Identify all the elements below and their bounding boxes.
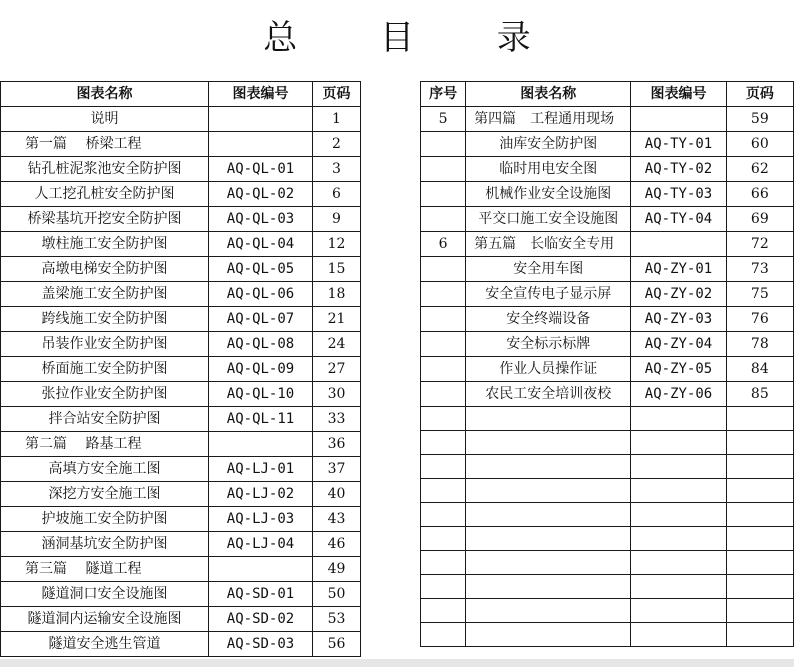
- entry-name: 张拉作业安全防护图: [1, 382, 209, 407]
- empty-cell: [631, 503, 726, 527]
- entry-name: 拌合站安全防护图: [1, 407, 209, 432]
- entry-code: AQ-QL-11: [209, 407, 313, 432]
- empty-cell: [466, 527, 631, 551]
- page-title: 总 目 录: [263, 18, 567, 58]
- entry-page: 72: [726, 232, 793, 257]
- entry-code: AQ-SD-03: [209, 632, 313, 657]
- entry-name: 临时用电安全图: [466, 157, 631, 182]
- entry-seq: [421, 282, 466, 307]
- entry-page: 30: [313, 382, 361, 407]
- entry-code: AQ-TY-04: [631, 207, 726, 232]
- entry-code: AQ-ZY-03: [631, 307, 726, 332]
- entry-page: 27: [313, 357, 361, 382]
- column-header-seq: 序号: [421, 82, 466, 107]
- entry-name: 吊装作业安全防护图: [1, 332, 209, 357]
- entry-name: 人工挖孔桩安全防护图: [1, 182, 209, 207]
- entry-seq: [421, 257, 466, 282]
- entry-code: AQ-ZY-06: [631, 382, 726, 407]
- table-row: [421, 232, 794, 257]
- empty-cell: [466, 575, 631, 599]
- empty-cell: [421, 527, 466, 551]
- entry-code: AQ-QL-07: [209, 307, 313, 332]
- entry-page: 69: [726, 207, 793, 232]
- table-row: [1, 457, 361, 482]
- empty-table-row: [421, 407, 794, 431]
- empty-cell: [631, 407, 726, 431]
- entry-name: 安全宣传电子显示屏: [466, 282, 631, 307]
- table-row: [1, 132, 361, 157]
- column-header-code: 图表编号: [631, 82, 726, 107]
- entry-code: [631, 232, 726, 257]
- table-row: [1, 232, 361, 257]
- empty-cell: [421, 431, 466, 455]
- entry-name: 农民工安全培训夜校: [466, 382, 631, 407]
- empty-cell: [421, 407, 466, 431]
- entry-page: 40: [313, 482, 361, 507]
- entry-name: 第四篇 工程通用现场: [466, 107, 631, 132]
- entry-code: AQ-ZY-01: [631, 257, 726, 282]
- entry-page: 43: [313, 507, 361, 532]
- entry-seq: [421, 157, 466, 182]
- empty-cell: [466, 551, 631, 575]
- entry-seq: [421, 382, 466, 407]
- entry-name: 涵洞基坑安全防护图: [1, 532, 209, 557]
- entry-name: 桥面施工安全防护图: [1, 357, 209, 382]
- column-header-name: 图表名称: [1, 82, 209, 107]
- entry-code: AQ-SD-02: [209, 607, 313, 632]
- empty-cell: [726, 527, 793, 551]
- entry-page: 21: [313, 307, 361, 332]
- entry-name: 安全标示标牌: [466, 332, 631, 357]
- entry-code: AQ-QL-06: [209, 282, 313, 307]
- table-row: [1, 432, 361, 457]
- table-row: [421, 332, 794, 357]
- entry-code: AQ-QL-08: [209, 332, 313, 357]
- entry-page: 15: [313, 257, 361, 282]
- table-row: [1, 557, 361, 582]
- table-row: [421, 207, 794, 232]
- entry-code: AQ-TY-01: [631, 132, 726, 157]
- entry-seq: [421, 357, 466, 382]
- bottom-scroll-edge: [0, 659, 794, 667]
- entry-page: 73: [726, 257, 793, 282]
- entry-code: AQ-LJ-01: [209, 457, 313, 482]
- entry-name: 深挖方安全施工图: [1, 482, 209, 507]
- empty-table-row: [421, 599, 794, 623]
- entry-seq: [421, 332, 466, 357]
- entry-name: 盖梁施工安全防护图: [1, 282, 209, 307]
- entry-page: 24: [313, 332, 361, 357]
- table-row: [421, 107, 794, 132]
- entry-page: 37: [313, 457, 361, 482]
- empty-table-row: [421, 503, 794, 527]
- entry-page: 36: [313, 432, 361, 457]
- table-row: [421, 157, 794, 182]
- empty-table-row: [421, 479, 794, 503]
- empty-cell: [631, 623, 726, 647]
- entry-code: AQ-TY-02: [631, 157, 726, 182]
- empty-cell: [421, 503, 466, 527]
- empty-cell: [631, 455, 726, 479]
- entry-code: AQ-LJ-04: [209, 532, 313, 557]
- entry-page: 9: [313, 207, 361, 232]
- table-row: [1, 532, 361, 557]
- entry-page: 50: [313, 582, 361, 607]
- entry-seq: 5: [421, 107, 466, 132]
- entry-name: 高墩电梯安全防护图: [1, 257, 209, 282]
- entry-name: 跨线施工安全防护图: [1, 307, 209, 332]
- entry-code: AQ-ZY-02: [631, 282, 726, 307]
- entry-seq: [421, 132, 466, 157]
- empty-cell: [631, 575, 726, 599]
- entry-name: 墩柱施工安全防护图: [1, 232, 209, 257]
- empty-cell: [631, 551, 726, 575]
- entry-page: 6: [313, 182, 361, 207]
- table-row: [421, 307, 794, 332]
- table-header-row: [1, 82, 361, 107]
- entry-page: 59: [726, 107, 793, 132]
- table-row: [1, 407, 361, 432]
- entry-code: [631, 107, 726, 132]
- entry-name: 护坡施工安全防护图: [1, 507, 209, 532]
- entry-page: 3: [313, 157, 361, 182]
- entry-name: 机械作业安全设施图: [466, 182, 631, 207]
- entry-code: AQ-QL-05: [209, 257, 313, 282]
- entry-page: 62: [726, 157, 793, 182]
- entry-seq: [421, 307, 466, 332]
- table-row: [1, 482, 361, 507]
- empty-table-row: [421, 575, 794, 599]
- entry-page: 84: [726, 357, 793, 382]
- entry-code: AQ-ZY-05: [631, 357, 726, 382]
- empty-cell: [421, 575, 466, 599]
- empty-cell: [726, 407, 793, 431]
- column-header-name: 图表名称: [466, 82, 631, 107]
- empty-cell: [466, 623, 631, 647]
- empty-cell: [631, 431, 726, 455]
- entry-page: 75: [726, 282, 793, 307]
- table-row: [1, 607, 361, 632]
- entry-page: 33: [313, 407, 361, 432]
- entry-page: 46: [313, 532, 361, 557]
- entry-code: AQ-QL-04: [209, 232, 313, 257]
- entry-page: 76: [726, 307, 793, 332]
- table-header-row: [421, 82, 794, 107]
- empty-cell: [726, 455, 793, 479]
- empty-cell: [466, 599, 631, 623]
- empty-cell: [726, 551, 793, 575]
- entry-name: 安全用车图: [466, 257, 631, 282]
- empty-cell: [466, 479, 631, 503]
- entry-seq: [421, 207, 466, 232]
- entry-code: AQ-ZY-04: [631, 332, 726, 357]
- empty-table-row: [421, 431, 794, 455]
- empty-cell: [726, 431, 793, 455]
- entry-code: AQ-QL-01: [209, 157, 313, 182]
- table-row: [1, 632, 361, 657]
- entry-name: 平交口施工安全设施图: [466, 207, 631, 232]
- entry-code: AQ-SD-01: [209, 582, 313, 607]
- entry-code: AQ-QL-03: [209, 207, 313, 232]
- empty-cell: [631, 479, 726, 503]
- entry-name: 说明: [1, 107, 209, 132]
- entry-name: 油库安全防护图: [466, 132, 631, 157]
- table-row: [1, 257, 361, 282]
- entry-name: 第五篇 长临安全专用: [466, 232, 631, 257]
- table-row: [1, 357, 361, 382]
- empty-cell: [466, 455, 631, 479]
- table-row: [421, 382, 794, 407]
- table-row: [1, 157, 361, 182]
- table-row: [1, 582, 361, 607]
- empty-table-row: [421, 551, 794, 575]
- table-row: [421, 257, 794, 282]
- empty-cell: [466, 503, 631, 527]
- entry-code: [209, 557, 313, 582]
- empty-cell: [726, 503, 793, 527]
- entry-code: [209, 107, 313, 132]
- table-row: [421, 357, 794, 382]
- empty-cell: [421, 551, 466, 575]
- column-header-page: 页码: [313, 82, 361, 107]
- entry-page: 85: [726, 382, 793, 407]
- entry-page: 1: [313, 107, 361, 132]
- empty-table-row: [421, 455, 794, 479]
- table-row: [421, 182, 794, 207]
- entry-name: 桥梁基坑开挖安全防护图: [1, 207, 209, 232]
- toc-table-right: [420, 81, 794, 647]
- entry-seq: 6: [421, 232, 466, 257]
- entry-name: 作业人员操作证: [466, 357, 631, 382]
- toc-table-left: [0, 81, 361, 657]
- table-row: [1, 507, 361, 532]
- entry-name: 隧道洞口安全设施图: [1, 582, 209, 607]
- entry-page: 78: [726, 332, 793, 357]
- table-row: [1, 207, 361, 232]
- empty-cell: [466, 407, 631, 431]
- column-header-code: 图表编号: [209, 82, 313, 107]
- column-header-page: 页码: [726, 82, 793, 107]
- entry-page: 66: [726, 182, 793, 207]
- empty-cell: [421, 623, 466, 647]
- entry-code: AQ-TY-03: [631, 182, 726, 207]
- empty-cell: [466, 431, 631, 455]
- table-row: [421, 132, 794, 157]
- entry-name: 隧道安全逃生管道: [1, 632, 209, 657]
- entry-code: AQ-LJ-02: [209, 482, 313, 507]
- table-row: [1, 107, 361, 132]
- entry-name: 安全终端设备: [466, 307, 631, 332]
- empty-table-row: [421, 623, 794, 647]
- entry-code: [209, 432, 313, 457]
- empty-cell: [726, 479, 793, 503]
- table-row: [1, 332, 361, 357]
- entry-name: 高填方安全施工图: [1, 457, 209, 482]
- empty-cell: [726, 599, 793, 623]
- entry-page: 2: [313, 132, 361, 157]
- entry-name: 隧道洞内运输安全设施图: [1, 607, 209, 632]
- table-row: [1, 382, 361, 407]
- entry-page: 18: [313, 282, 361, 307]
- entry-page: 60: [726, 132, 793, 157]
- empty-cell: [631, 599, 726, 623]
- entry-code: AQ-QL-10: [209, 382, 313, 407]
- entry-page: 49: [313, 557, 361, 582]
- empty-cell: [726, 623, 793, 647]
- entry-name: 钻孔桩泥浆池安全防护图: [1, 157, 209, 182]
- empty-cell: [631, 527, 726, 551]
- empty-cell: [421, 479, 466, 503]
- entry-code: [209, 132, 313, 157]
- entry-name: 第一篇 桥梁工程: [1, 132, 209, 157]
- empty-cell: [421, 599, 466, 623]
- entry-name: 第二篇 路基工程: [1, 432, 209, 457]
- table-row: [1, 182, 361, 207]
- entry-page: 53: [313, 607, 361, 632]
- entry-page: 12: [313, 232, 361, 257]
- entry-code: AQ-QL-09: [209, 357, 313, 382]
- table-row: [421, 282, 794, 307]
- table-row: [1, 307, 361, 332]
- entry-name: 第三篇 隧道工程: [1, 557, 209, 582]
- empty-table-row: [421, 527, 794, 551]
- table-row: [1, 282, 361, 307]
- entry-page: 56: [313, 632, 361, 657]
- entry-code: AQ-QL-02: [209, 182, 313, 207]
- entry-seq: [421, 182, 466, 207]
- entry-code: AQ-LJ-03: [209, 507, 313, 532]
- empty-cell: [726, 575, 793, 599]
- empty-cell: [421, 455, 466, 479]
